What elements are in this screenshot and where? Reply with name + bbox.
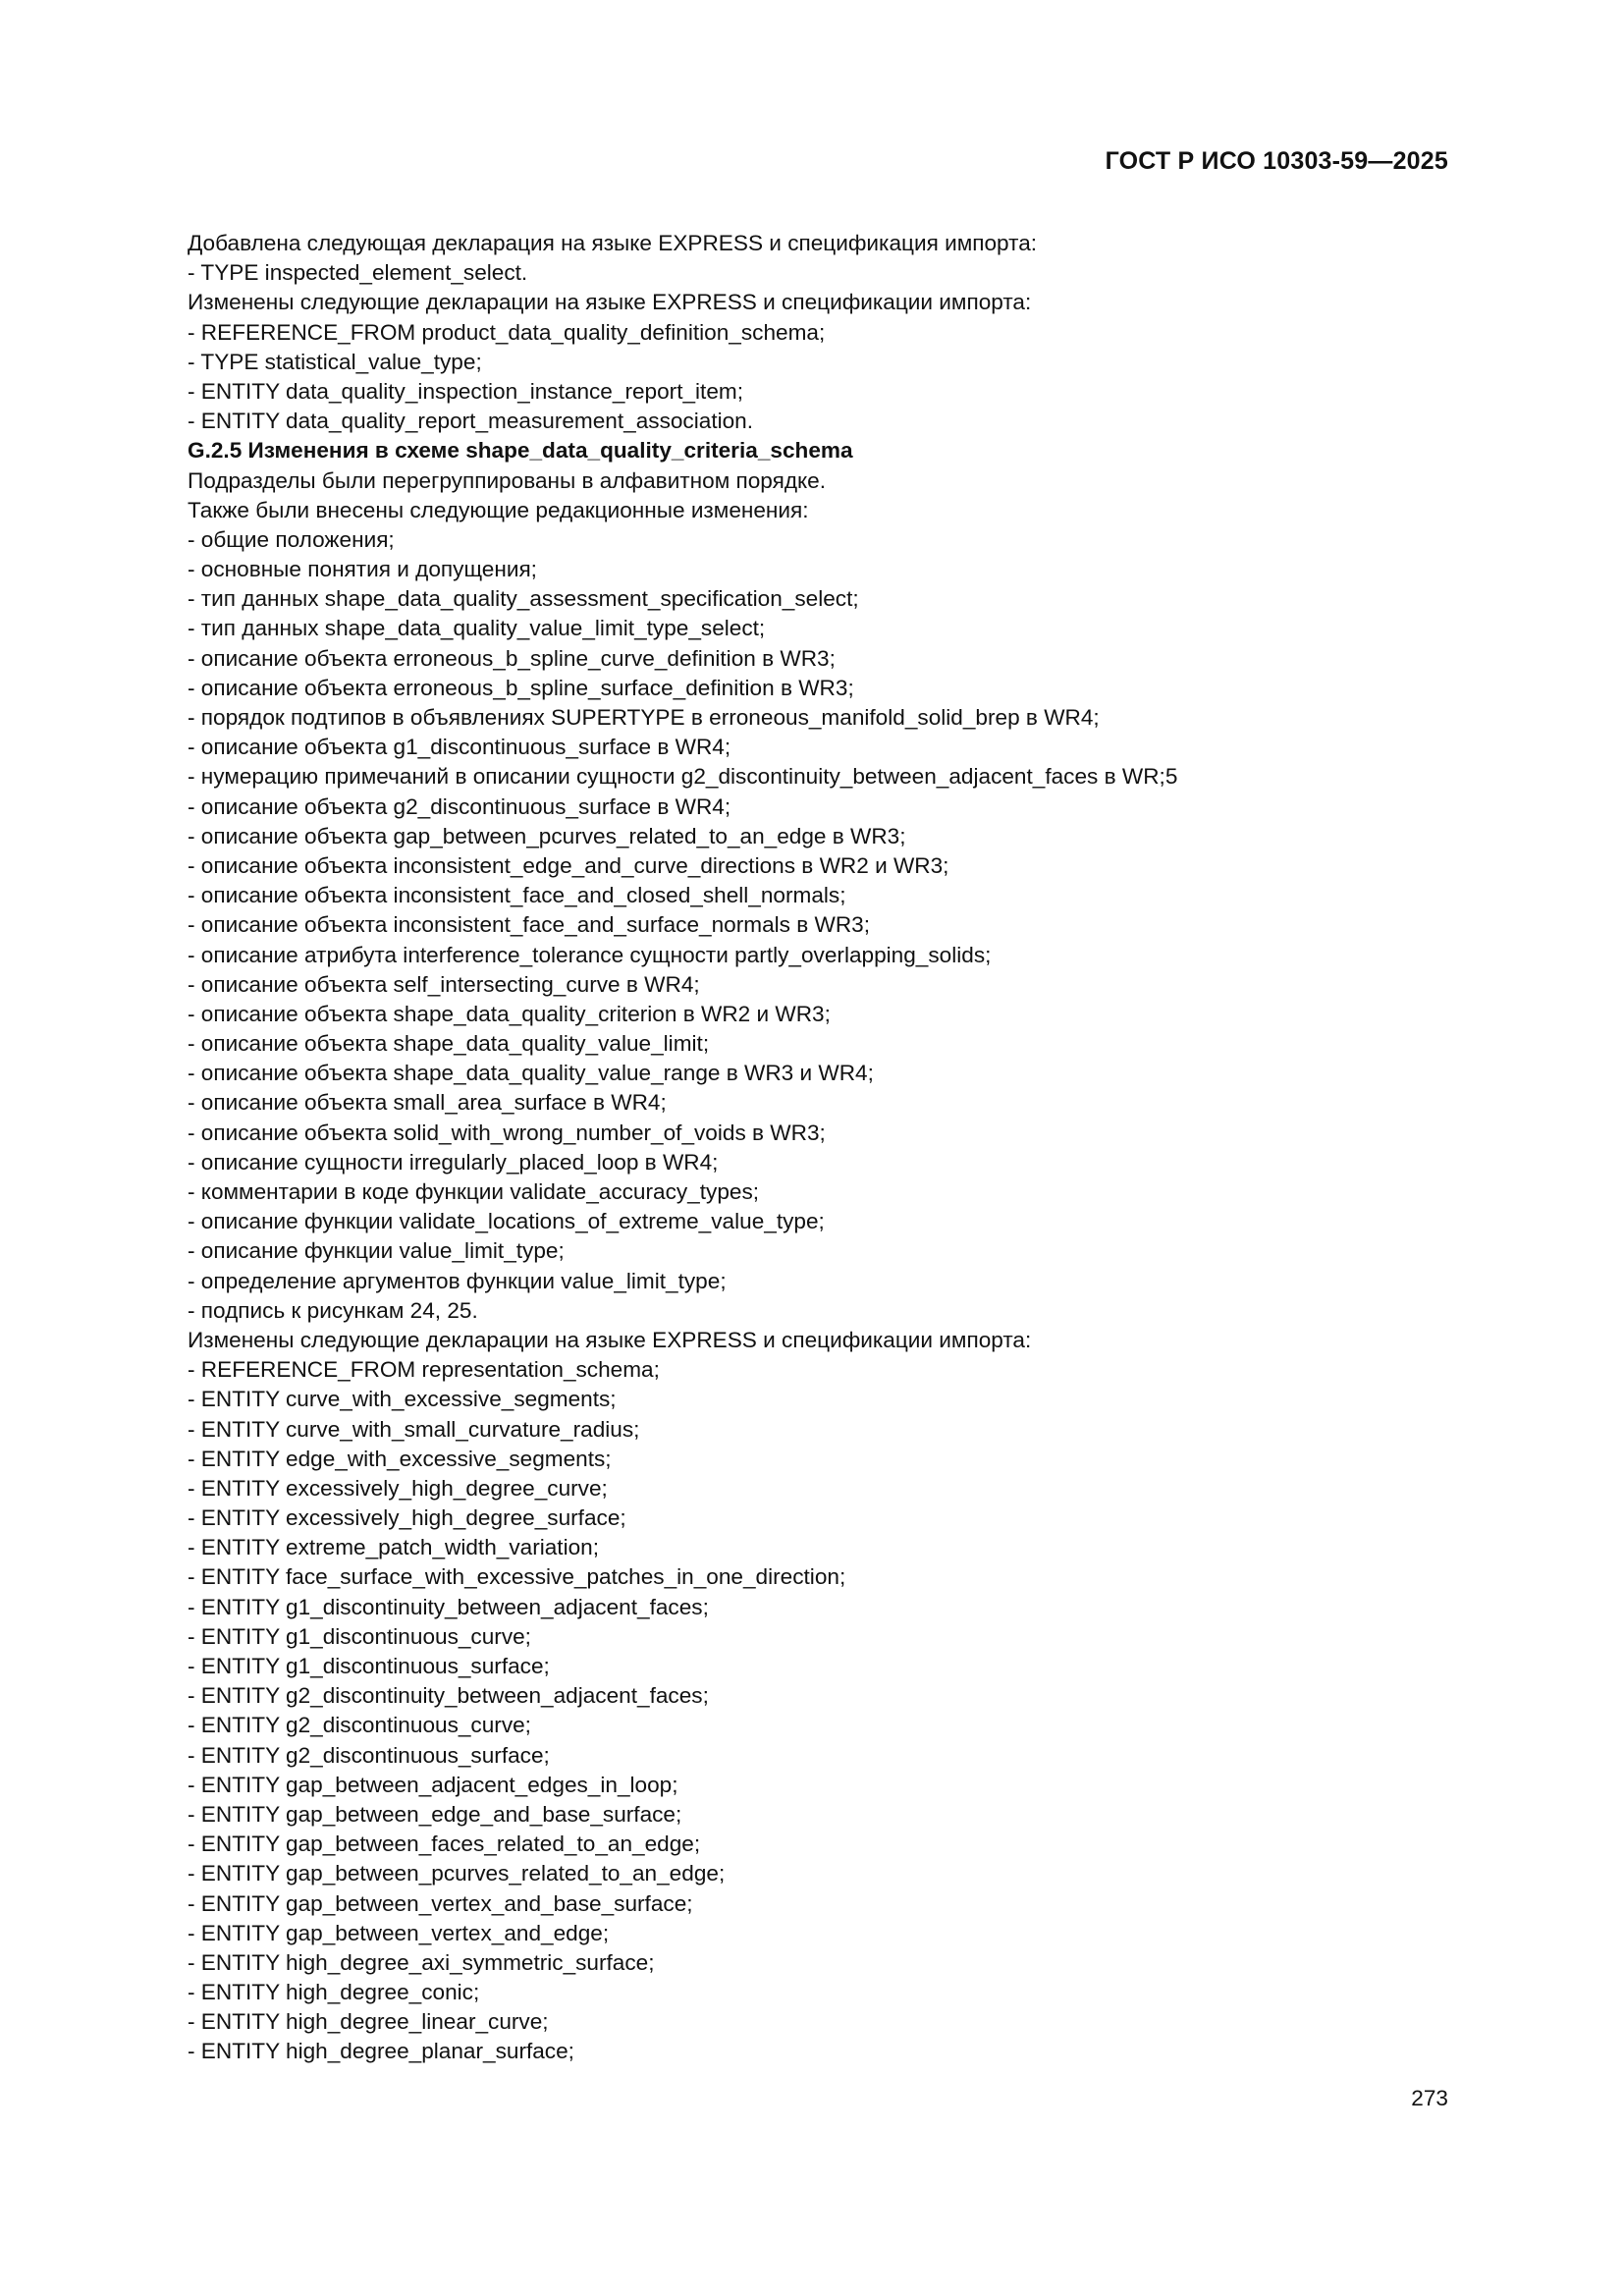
list-item: - ENTITY high_degree_conic;	[188, 1980, 480, 2005]
list-item: - ENTITY excessively_high_degree_surface;	[188, 1505, 626, 1531]
text-line: Добавлена следующая декларация на языке EXPRESS и спецификация импорта:	[188, 231, 1038, 255]
list-item: - ENTITY gap_between_vertex_and_edge;	[188, 1920, 610, 1945]
list-item: - тип данных shape_data_quality_value_limit_type_select;	[188, 616, 766, 641]
list-item: - ENTITY data_quality_inspection_instance_report_item;	[188, 378, 743, 404]
list-item: - описание функции value_limit_type;	[188, 1238, 565, 1264]
list-item: - ENTITY gap_between_edge_and_base_surface;	[188, 1801, 682, 1827]
text-line: Подразделы были перегруппированы в алфавитном порядке.	[188, 467, 827, 493]
list-item: - описание объекта small_area_surface в WR4;	[188, 1090, 667, 1116]
list-item: - описание объекта solid_with_wrong_number_of_voids в WR3;	[188, 1120, 826, 1145]
list-item: - описание объекта shape_data_quality_value_limit;	[188, 1031, 710, 1057]
list-item: - TYPE inspected_element_select.	[188, 260, 528, 286]
text-line: Изменены следующие декларации на языке EXPRESS и спецификации импорта:	[188, 290, 1032, 315]
list-item: - описание объекта erroneous_b_spline_surface_definition в WR3;	[188, 675, 854, 700]
list-item: - ENTITY high_degree_axi_symmetric_surface;	[188, 1949, 655, 1975]
list-item: - REFERENCE_FROM representation_schema;	[188, 1357, 660, 1383]
list-item: - описание объекта gap_between_pcurves_related_to_an_edge в WR3;	[188, 823, 906, 848]
list-item: - TYPE statistical_value_type;	[188, 349, 482, 374]
list-item: - ENTITY curve_with_excessive_segments;	[188, 1387, 617, 1412]
list-item: - нумерацию примечаний в описании сущности g2_discontinuity_between_adjacent_faces в WR;5	[188, 764, 1178, 790]
list-item: - основные понятия и допущения;	[188, 557, 537, 582]
list-item: - порядок подтипов в объявлениях SUPERTYPE в erroneous_manifold_solid_brep в WR4;	[188, 705, 1100, 730]
list-item: - ENTITY gap_between_adjacent_edges_in_loop;	[188, 1772, 678, 1797]
list-item: - ENTITY face_surface_with_excessive_patches_in_one_direction;	[188, 1564, 846, 1590]
list-item: - ENTITY g2_discontinuity_between_adjacent_faces;	[188, 1683, 709, 1709]
standard-code-header: ГОСТ Р ИСО 10303-59—2025	[1105, 147, 1448, 175]
list-item: - описание объекта self_intersecting_curve в WR4;	[188, 971, 700, 997]
list-item: - описание объекта inconsistent_face_and_closed_shell_normals;	[188, 883, 846, 908]
body-text	[188, 229, 1464, 2067]
list-item: - описание объекта g2_discontinuous_surface в WR4;	[188, 793, 731, 819]
list-item: - общие положения;	[188, 526, 395, 552]
list-item: - ENTITY g1_discontinuous_curve;	[188, 1623, 531, 1649]
list-item: - комментарии в коде функции validate_accuracy_types;	[188, 1179, 760, 1204]
list-item: - ENTITY high_degree_linear_curve;	[188, 2009, 549, 2035]
list-item: - ENTITY g1_discontinuous_surface;	[188, 1654, 550, 1678]
list-item: - ENTITY curve_with_small_curvature_radius;	[188, 1416, 640, 1442]
list-item: - тип данных shape_data_quality_assessment_specification_select;	[188, 586, 859, 612]
list-item: - описание объекта shape_data_quality_criterion в WR2 и WR3;	[188, 1001, 831, 1026]
list-item: - ENTITY gap_between_pcurves_related_to_an_edge;	[188, 1861, 726, 1886]
list-item: - описание атрибута interference_tolerance сущности partly_overlapping_solids;	[188, 942, 992, 967]
list-item: - описание объекта inconsistent_face_and_surface_normals в WR3;	[188, 912, 871, 938]
list-item: - описание объекта shape_data_quality_value_range в WR3 и WR4;	[188, 1061, 874, 1086]
list-item: - описание сущности irregularly_placed_loop в WR4;	[188, 1149, 719, 1175]
list-item: - ENTITY high_degree_planar_surface;	[188, 2039, 574, 2064]
list-item: - ENTITY excessively_high_degree_curve;	[188, 1475, 608, 1501]
list-item: - описание объекта inconsistent_edge_and_curve_directions в WR2 и WR3;	[188, 852, 949, 878]
list-item: - ENTITY extreme_patch_width_variation;	[188, 1535, 600, 1560]
page-number: 273	[1411, 2086, 1448, 2110]
list-item: - описание функции validate_locations_of_extreme_value_type;	[188, 1209, 825, 1234]
list-item: - ENTITY g2_discontinuous_surface;	[188, 1742, 550, 1768]
list-item: - ENTITY gap_between_vertex_and_base_surface;	[188, 1890, 693, 1916]
list-item: - ENTITY g2_discontinuous_curve;	[188, 1713, 531, 1738]
list-item: - ENTITY data_quality_report_measurement_association.	[188, 409, 754, 434]
list-item: - описание объекта erroneous_b_spline_curve_definition в WR3;	[188, 645, 836, 671]
section-heading: G.2.5 Изменения в схеме shape_data_quality_criteria_schema	[188, 438, 853, 464]
text-line: Также были внесены следующие редакционные изменения:	[188, 497, 809, 522]
list-item: - ENTITY gap_between_faces_related_to_an_edge;	[188, 1831, 701, 1857]
list-item: - REFERENCE_FROM product_data_quality_definition_schema;	[188, 319, 826, 345]
list-item: - ENTITY g1_discontinuity_between_adjacent_faces;	[188, 1594, 709, 1619]
list-item: - определение аргументов функции value_limit_type;	[188, 1268, 727, 1293]
list-item: - описание объекта g1_discontinuous_surface в WR4;	[188, 735, 731, 760]
list-item: - подпись к рисункам 24, 25.	[188, 1297, 478, 1323]
text-line: Изменены следующие декларации на языке EXPRESS и спецификации импорта:	[188, 1327, 1032, 1352]
list-item: - ENTITY edge_with_excessive_segments;	[188, 1446, 612, 1471]
